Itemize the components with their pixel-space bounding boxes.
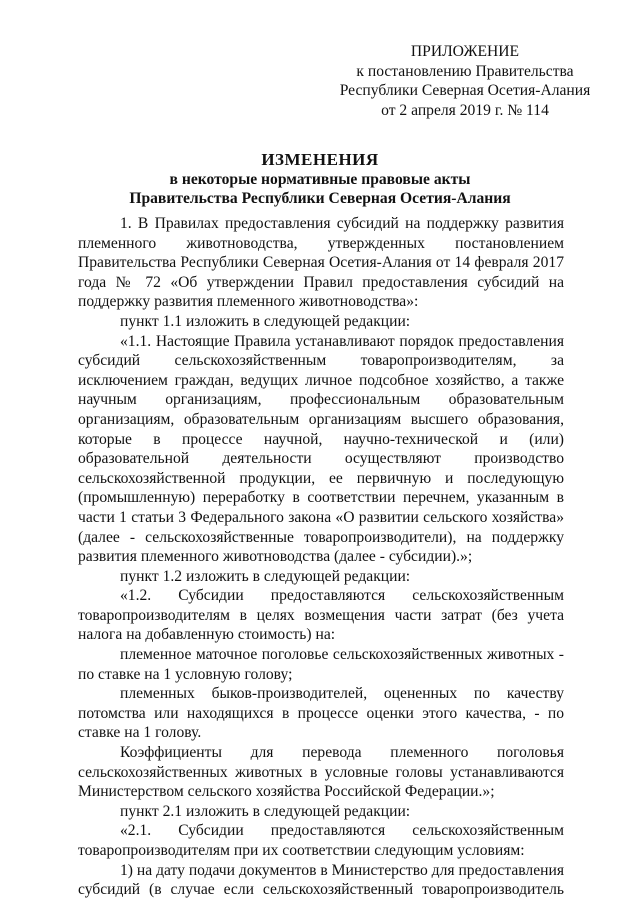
- document-body: [78, 214, 564, 900]
- appendix-title: ПРИЛОЖЕНИЕ: [410, 43, 520, 60]
- body-paragraph: 1) на дату подачи документов в Министерство для предоставления субсидий (в случае если сельскохозяйственный товаропроизводитель: [78, 861, 564, 899]
- body-paragraph: 1. В Правилах предоставления субсидий на поддержку развития племенного животноводства, утвержденных постановлением Правительства Республики Северная Осетия-Алания от 14 февраля 2017 года № 72 «Об утверждении Правил предоставления субсидий на поддержку развития племенного животноводства»:: [78, 215, 564, 311]
- heading-line: в некоторые нормативные правовые акты: [169, 170, 471, 188]
- appendix-line: Республики Северная Осетия-Алания: [339, 82, 591, 100]
- appendix-line: от 2 апреля 2019 г. № 114: [381, 101, 549, 119]
- body-paragraph: племенных быков-производителей, оцененных по качеству потомства или находящихся в процессе оценки этого качества, - по ставке на 1 голову.: [78, 685, 564, 742]
- body-paragraph: «1.1. Настоящие Правила устанавливают порядок предоставления субсидий сельскохозяйственным товаропроизводителям, за исключением граждан, ведущих личное подсобное хозяйство, а также научным организациям, профессиональным образовательным организациям, образовательным организациям высшего образования, которые в процессе научной, научно-технической и (или) образовательной деятельности осуществляют производство сельскохозяйственной продукции, ее первичную и последующую (промышленную) переработку в соответствии перечнем, указанным в части 1 статьи 3 Федерального закона «О развитии сельского хозяйства» (далее - сельскохозяйственные товаропроизводители), на поддержку развития племенного животноводства (далее - субсидии).»;: [78, 332, 564, 566]
- body-paragraph: пункт 2.1 изложить в следующей редакции:: [120, 802, 411, 820]
- heading-line: Правительства Республики Северная Осетия-Алания: [129, 190, 511, 208]
- appendix-line: к постановлению Правительства: [356, 62, 574, 80]
- body-paragraph: пункт 1.2 изложить в следующей редакции:: [120, 567, 411, 585]
- body-paragraph: Коэффициенты для перевода племенного поголовья сельскохозяйственных животных в условные головы устанавливаются Министерством сельского хозяйства Российской Федерации.»;: [78, 744, 564, 801]
- appendix-block: [330, 42, 600, 120]
- heading-title: ИЗМЕНЕНИЯ: [261, 150, 379, 169]
- body-paragraph: племенное маточное поголовье сельскохозяйственных животных - по ставке на 1 условную голову;: [78, 646, 564, 683]
- body-paragraph: пункт 1.1 изложить в следующей редакции:: [120, 312, 411, 330]
- body-paragraph: «1.2. Субсидии предоставляются сельскохозяйственным товаропроизводителям в целях возмещения части затрат (без учета налога на добавленную стоимость) на:: [78, 587, 564, 644]
- body-paragraph: «2.1. Субсидии предоставляются сельскохозяйственным товаропроизводителям при их соответствии следующим условиям:: [78, 822, 564, 859]
- document-heading: [60, 150, 580, 209]
